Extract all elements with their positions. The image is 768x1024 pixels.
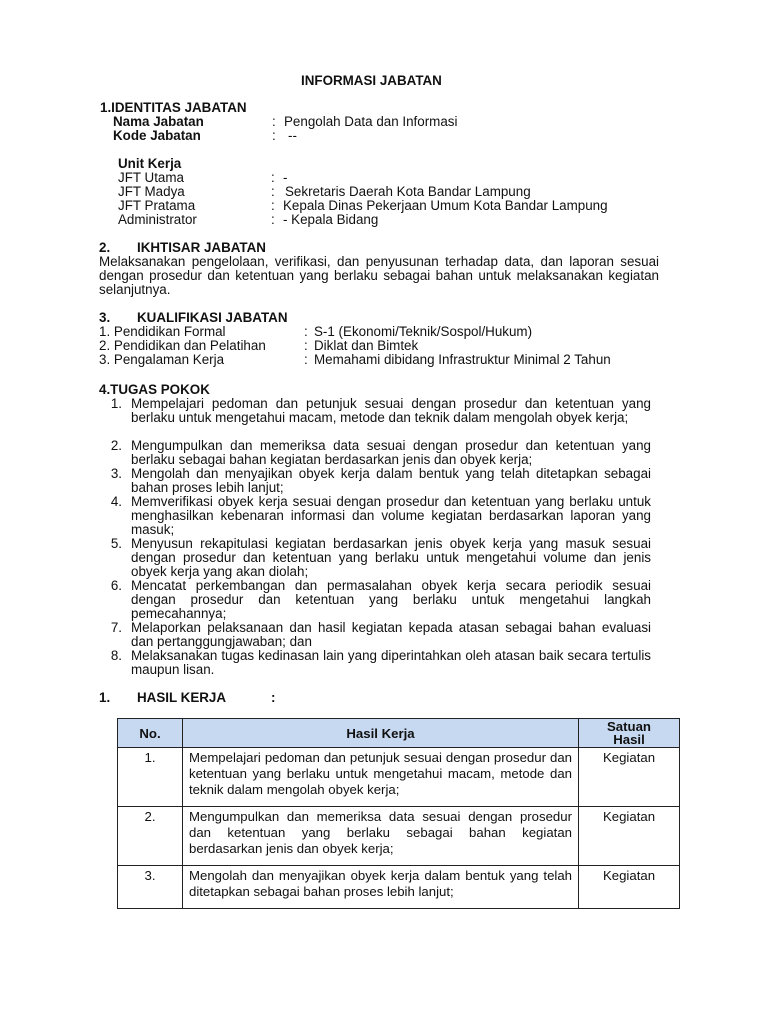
colon: : — [271, 212, 275, 227]
table-header-row — [118, 719, 680, 748]
list-item-number: 4. — [110, 494, 122, 509]
colon: : — [304, 352, 308, 367]
colon: : — [271, 170, 275, 185]
list-item-number: 8. — [110, 648, 122, 663]
list-item-text: Mengolah dan menyajikan obyek kerja dalam bentuk yang telah ditetapkan sebagai bahan proses lebih lanjut; — [131, 466, 651, 495]
kualifikasi-label: 3. Pengalaman Kerja — [99, 352, 225, 367]
hasil-kerja-table — [117, 718, 680, 909]
list-item-text: Mempelajari pedoman dan petunjuk sesuai dengan prosedur dan ketentuan yang berlaku untuk mengetahui macam, metode dan teknik dalam mengolah obyek kerja; — [131, 396, 651, 425]
list-item-text: Melaporkan pelaksanaan dan hasil kegiatan kepada atasan sebagai bahan evaluasi dan pertanggungjawaban; dan — [131, 620, 651, 649]
hasil-kerja-heading: HASIL KERJA — [137, 690, 227, 705]
kode-jabatan-label: Kode Jabatan — [113, 128, 201, 143]
list-item-text: Mengumpulkan dan memeriksa data sesuai dengan prosedur dan ketentuan yang berlaku sebagai bahan kegiatan berdasarkan jenis dan obyek kerja; — [131, 438, 651, 467]
ikhtisar-number: 2. — [99, 240, 111, 255]
table-cell-hasil: Mengolah dan menyajikan obyek kerja dalam bentuk yang telah ditetapkan sebagai bahan proses lebih lanjut; — [183, 866, 579, 909]
unit-row-label: Administrator — [118, 212, 197, 227]
kualifikasi-value: Diklat dan Bimtek — [314, 338, 419, 353]
column-header-no: No. — [118, 719, 183, 748]
tugas-pokok-heading: 4.TUGAS POKOK — [99, 382, 210, 397]
list-item-text: Memverifikasi obyek kerja sesuai dengan prosedur dan ketentuan yang berlaku untuk menghasilkan kebenaran informasi dan volume kegiatan berdasarkan laporan yang masuk; — [131, 494, 651, 537]
unit-kerja-label: Unit Kerja — [118, 156, 182, 171]
hasil-kerja-number: 1. — [99, 690, 111, 705]
ikhtisar-text: Melaksanakan pengelolaan, verifikasi, dan penyusunan terhadap data, dan laporan sesuai dengan prosedur dan ketentuan yang berlaku sebagai bahan untuk melaksanakan kegiatan selanjutnya. — [99, 254, 659, 297]
table-cell-hasil: Mengumpulkan dan memeriksa data sesuai dengan prosedur dan ketentuan yang berlaku sebagai bahan kegiatan berdasarkan jenis dan obyek kerja; — [183, 807, 579, 866]
identitas-heading: 1.IDENTITAS JABATAN — [100, 100, 247, 115]
unit-row-label: JFT Pratama — [118, 198, 196, 213]
table-cell-hasil: Mempelajari pedoman dan petunjuk sesuai dengan prosedur dan ketentuan yang berlaku untuk mengetahui macam, metode dan teknik dalam mengolah obyek kerja; — [183, 748, 579, 807]
kualifikasi-value: S-1 (Ekonomi/Teknik/Sospol/Hukum) — [314, 324, 533, 339]
table-cell-satuan: Kegiatan — [579, 807, 680, 866]
table-cell-no: 2. — [118, 807, 183, 866]
table-row — [118, 748, 680, 807]
kode-jabatan-value: -- — [288, 128, 297, 143]
page-title: INFORMASI JABATAN — [301, 73, 442, 88]
ikhtisar-heading: IKHTISAR JABATAN — [137, 240, 266, 255]
list-item-number: 1. — [110, 396, 122, 411]
list-item-text: Menyusun rekapitulasi kegiatan berdasarkan jenis obyek kerja yang masuk sesuai dengan prosedur dan ketentuan yang berlaku untuk mengetahui volume dan jenis obyek kerja yang akan diolah; — [131, 536, 651, 579]
unit-row-label: JFT Madya — [118, 184, 185, 199]
list-item-number: 5. — [110, 536, 122, 551]
kualifikasi-value: Memahami dibidang Infrastruktur Minimal 2 Tahun — [314, 352, 611, 367]
list-item-number: 2. — [110, 438, 122, 453]
kualifikasi-heading: KUALIFIKASI JABATAN — [137, 310, 288, 325]
kualifikasi-label: 2. Pendidikan dan Pelatihan — [99, 338, 266, 353]
unit-row-value: Sekretaris Daerah Kota Bandar Lampung — [285, 184, 531, 199]
table-cell-satuan: Kegiatan — [579, 748, 680, 807]
unit-row-label: JFT Utama — [118, 170, 184, 185]
table-row — [118, 807, 680, 866]
list-item-text: Mencatat perkembangan dan permasalahan obyek kerja secara periodik sesuai dengan prosedur dan ketentuan yang berlaku untuk mengetahui langkah pemecahannya; — [131, 578, 651, 621]
colon: : — [271, 184, 275, 199]
unit-row-value: - — [283, 170, 288, 185]
unit-row-value: - Kepala Bidang — [283, 212, 379, 227]
kualifikasi-number: 3. — [99, 310, 111, 325]
hasil-kerja-colon: : — [271, 690, 276, 705]
colon: : — [272, 128, 276, 143]
colon: : — [304, 338, 308, 353]
nama-jabatan-value: Pengolah Data dan Informasi — [284, 114, 458, 129]
table-cell-no: 1. — [118, 748, 183, 807]
table-cell-no: 3. — [118, 866, 183, 909]
colon: : — [271, 198, 275, 213]
list-item-number: 3. — [110, 466, 122, 481]
list-item-number: 6. — [110, 578, 122, 593]
colon: : — [272, 114, 276, 129]
table-row — [118, 866, 680, 909]
nama-jabatan-label: Nama Jabatan — [113, 114, 204, 129]
table-cell-satuan: Kegiatan — [579, 866, 680, 909]
kualifikasi-label: 1. Pendidikan Formal — [99, 324, 226, 339]
list-item-number: 7. — [110, 620, 122, 635]
column-header-hasil-kerja: Hasil Kerja — [183, 719, 579, 748]
list-item-text: Melaksanakan tugas kedinasan lain yang diperintahkan oleh atasan baik secara tertulis maupun lisan. — [131, 648, 651, 677]
column-header-satuan-hasil: Satuan Hasil — [579, 719, 680, 748]
unit-row-value: Kepala Dinas Pekerjaan Umum Kota Bandar Lampung — [283, 198, 608, 213]
colon: : — [304, 324, 308, 339]
